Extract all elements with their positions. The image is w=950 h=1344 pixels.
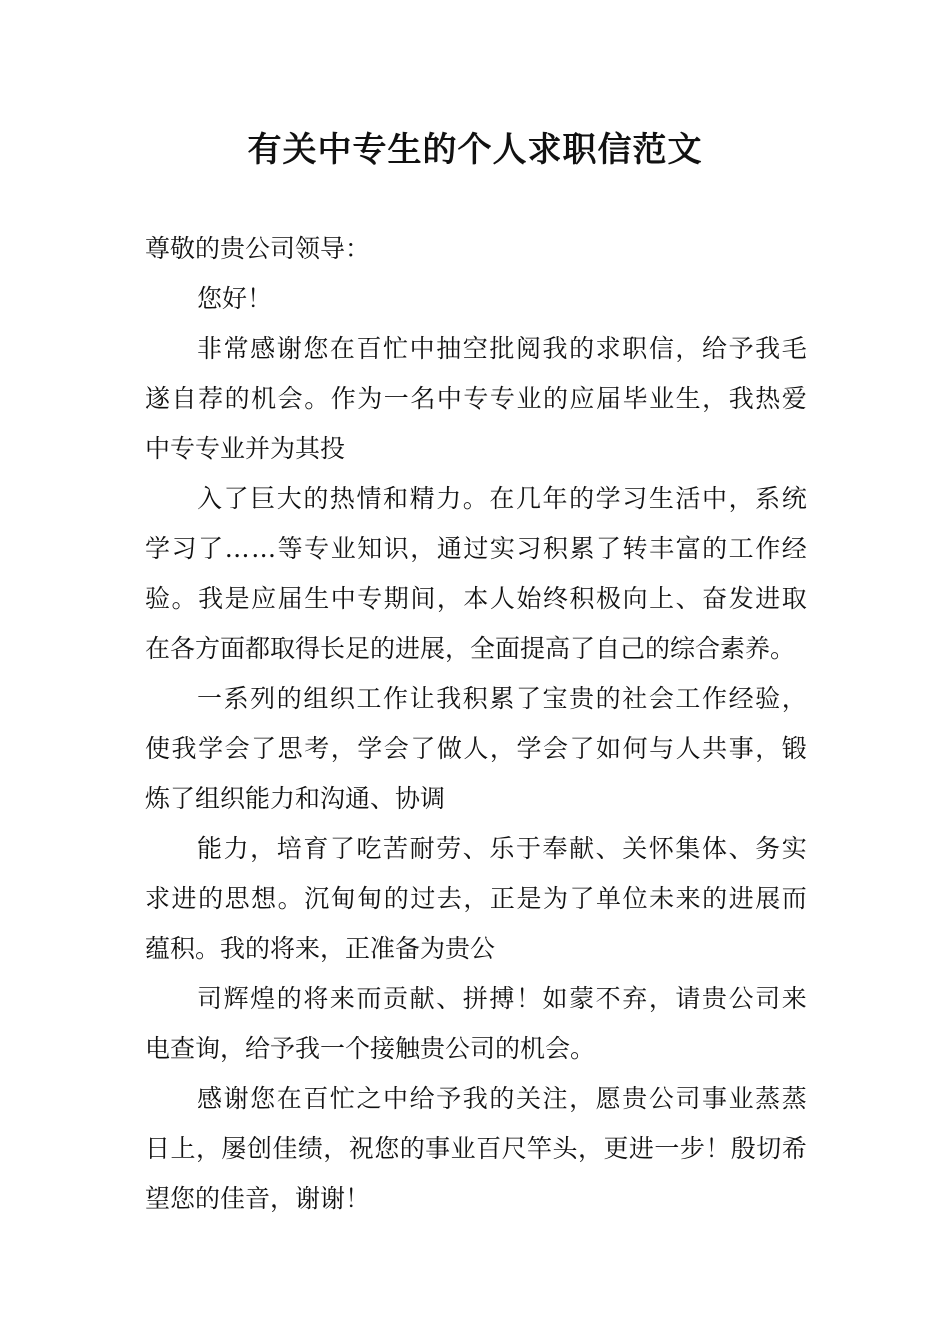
body-line: 能 力 ， 培 育 了 吃 苦 耐 劳 、 乐 于 奉 献 、 关 怀 集 体 、 务 实 bbox=[197, 834, 807, 863]
document-title: 有关中专生的个人求职信范文 bbox=[247, 130, 703, 170]
body-line: 求 进 的 思 想 。 沉 甸 甸 的 过 去 ， 正 是 为 了 单 位 未 来 的 进 展 而 bbox=[145, 884, 807, 913]
body-line: 望您的佳音，谢谢！ bbox=[145, 1184, 371, 1213]
body-line: 在各方面都取得长足的进展，全面提高了自己的综合素养。 bbox=[145, 634, 796, 663]
body-line: 司 辉 煌 的 将 来 而 贡 献 、 拼 搏 ！ 如 蒙 不 弃 ， 请 贵 公 司 来 bbox=[197, 984, 807, 1013]
body-line: 感 谢 您 在 百 忙 之 中 给 予 我 的 关 注 ， 愿 贵 公 司 事 业 蒸 蒸 bbox=[197, 1084, 807, 1113]
body-line: 您好！ bbox=[197, 284, 273, 313]
body-line: 入 了 巨 大 的 热 情 和 精 力 。 在 几 年 的 学 习 生 活 中 ， 系 统 bbox=[197, 484, 807, 513]
body-line: 日 上 ， 屡 创 佳 绩 ， 祝 您 的 事 业 百 尺 竿 头 ， 更 进 一 步 ！ 殷 切 希 bbox=[145, 1134, 807, 1163]
body-line: 非 常 感 谢 您 在 百 忙 中 抽 空 批 阅 我 的 求 职 信 ， 给 予 我 毛 bbox=[197, 334, 807, 363]
body-line: 尊敬的贵公司领导： bbox=[145, 234, 371, 263]
body-line: 炼了组织能力和沟通、协调 bbox=[145, 784, 446, 813]
body-line: 蕴积。我的将来，正准备为贵公 bbox=[145, 934, 496, 963]
body-line: 一 系 列 的 组 织 工 作 让 我 积 累 了 宝 贵 的 社 会 工 作 经 验 ， bbox=[197, 684, 807, 713]
body-line: 使 我 学 会 了 思 考 ， 学 会 了 做 人 ， 学 会 了 如 何 与 人 共 事 ， 锻 bbox=[145, 734, 807, 763]
body-line: 电查询，给予我一个接触贵公司的机会。 bbox=[145, 1034, 596, 1063]
body-line: 验 。 我 是 应 届 生 中 专 期 间 ， 本 人 始 终 积 极 向 上 、 奋 发 进 取 bbox=[145, 584, 807, 613]
body-line: 中专专业并为其投 bbox=[145, 434, 346, 463]
body-line: 遂 自 荐 的 机 会 。 作 为 一 名 中 专 专 业 的 应 届 毕 业 生 ， 我 热 爱 bbox=[145, 384, 807, 413]
document-body bbox=[145, 224, 807, 1224]
body-line: 学 习 了 … … 等 专 业 知 识 ， 通 过 实 习 积 累 了 转 丰 富 的 工 作 经 bbox=[145, 534, 807, 563]
